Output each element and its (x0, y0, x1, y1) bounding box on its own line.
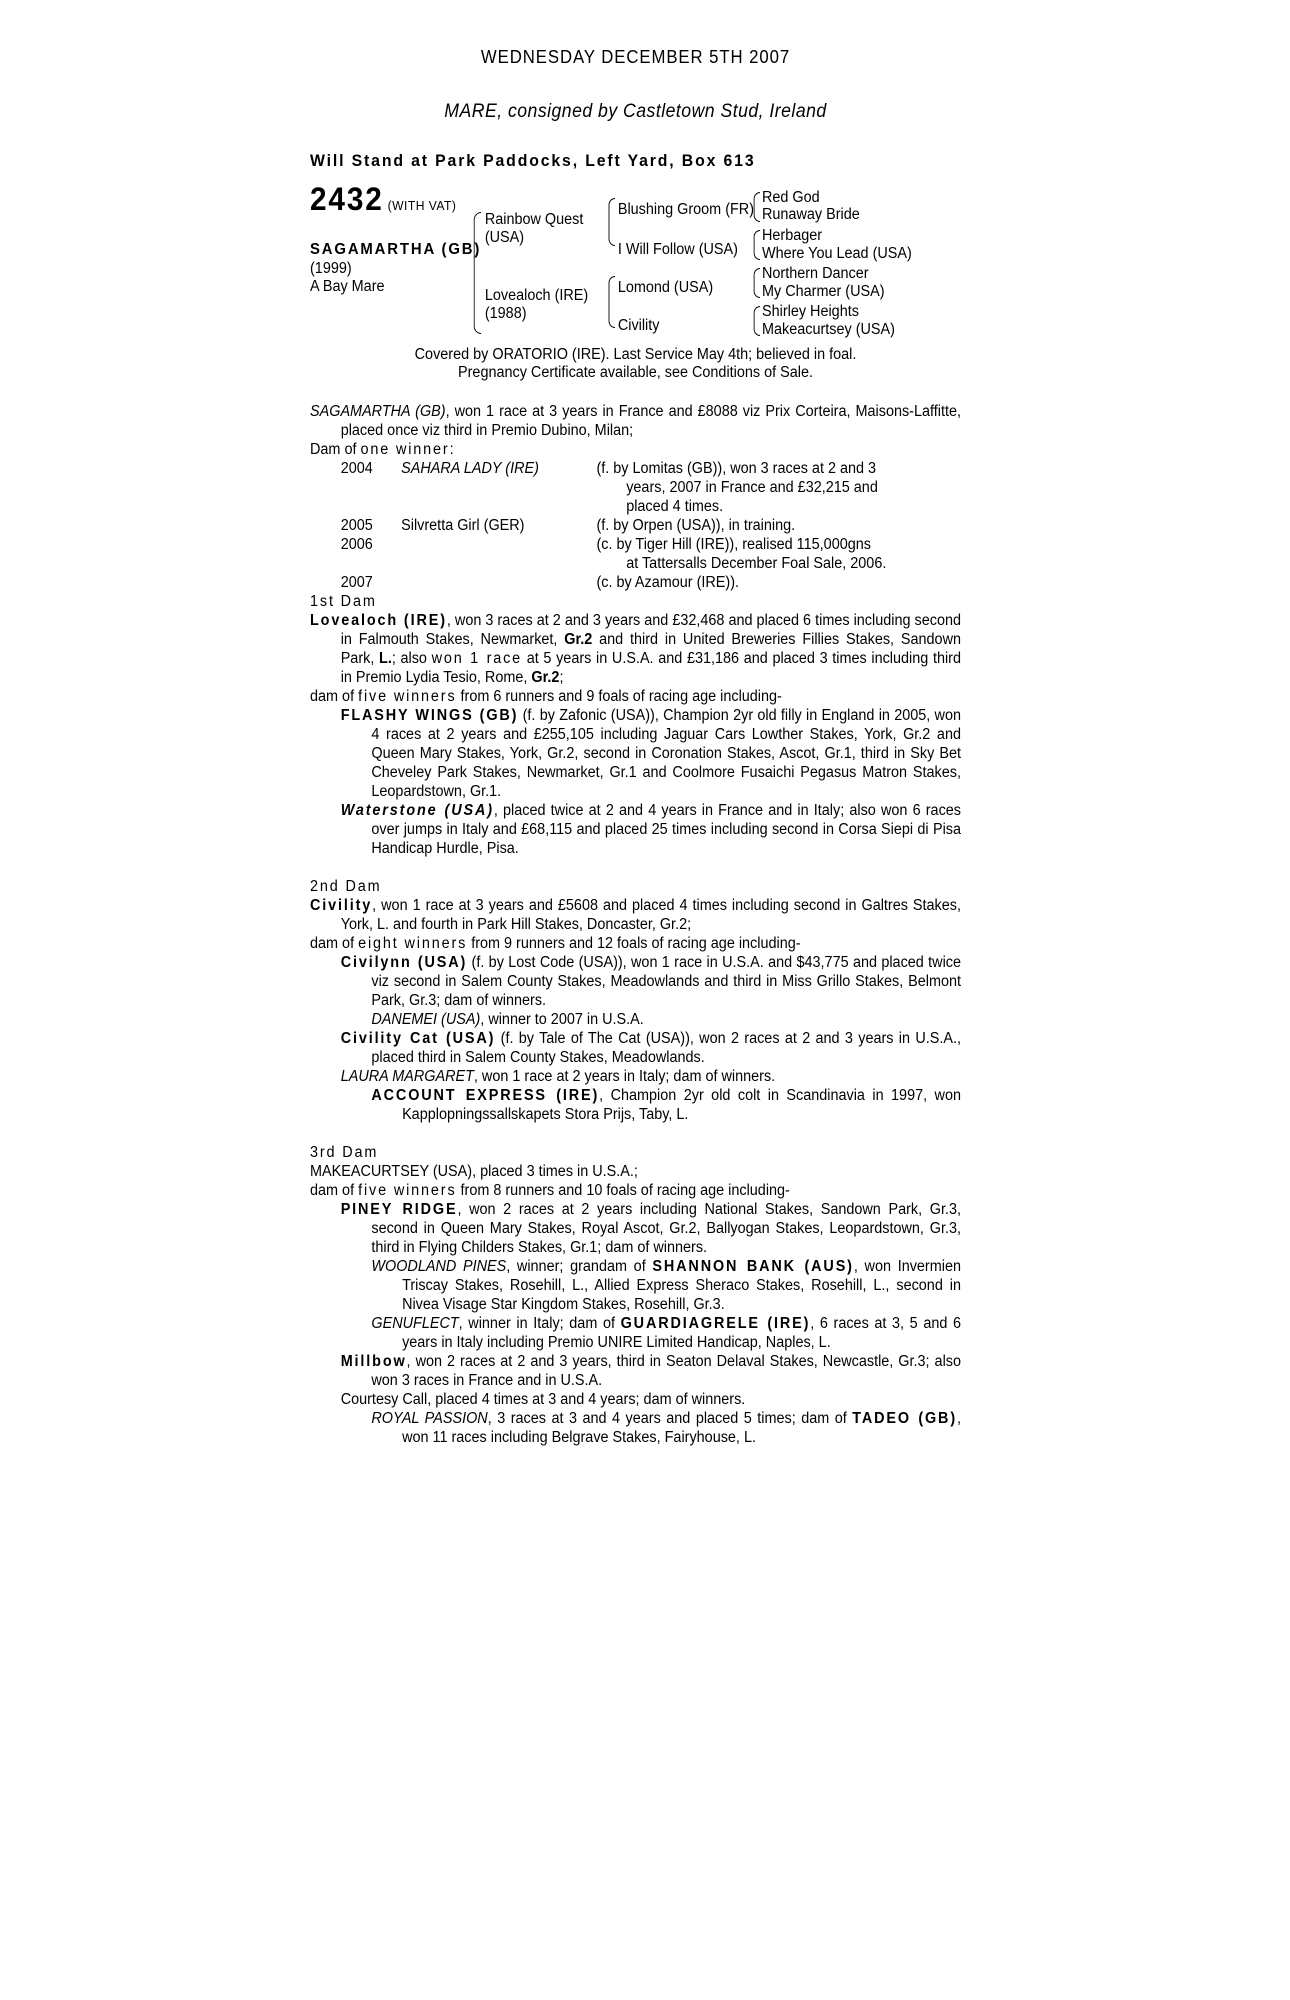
progeny-row (310, 535, 961, 554)
progeny-list (310, 459, 961, 592)
pedigree-table (310, 181, 1017, 340)
second-dam-name: Civility (310, 897, 373, 914)
sire-country: (USA) (484, 229, 525, 246)
first-dam-text: ; (559, 669, 564, 686)
dam-of-count: five winners (358, 688, 457, 705)
dam-of-suffix: : (449, 441, 454, 458)
second-dam-text: , won 1 race at 3 years and £5608 and placed 4 times including second in Galtres Stakes, York, L. and fourth in Park Hill Stakes, Doncaster, Gr.2; (340, 897, 961, 933)
offspring-name: GUARDIAGRELE (IRE) (620, 1315, 811, 1332)
vat-note: (WITH VAT) (387, 198, 457, 213)
sire-sire: Blushing Groom (FR) (617, 201, 755, 218)
offspring-entry (310, 1200, 961, 1257)
first-dam-text: , won 3 races at 2 and 3 years and £32,468 and placed 6 times including second in Falmouth Stakes, Newmarket, (340, 612, 961, 648)
second-dam-record (310, 896, 961, 934)
offspring-text: , won Invermien Triscay Stakes, Rosehill, L., Allied Express Sheraco Stakes, Rosehill, L., second in Nivea Visage Star Kingdom Stakes, Rosehill, Gr.3. (402, 1258, 961, 1313)
sire-dam-sire: Herbager (761, 227, 823, 244)
catalogue-body (310, 402, 961, 1447)
dam-sire-sire: Northern Dancer (761, 265, 869, 282)
offspring-name: TADEO (GB) (852, 1410, 958, 1427)
offspring-text: , won 2 races at 2 years including National Stakes, Sandown Park, Gr.3, second in Queen Mary Stakes, Royal Ascot, Gr.2, Ballyogan Stakes, Leopardstown, Gr.3, third in Flying Childers Stakes, Gr.1; dam of winners. (371, 1201, 961, 1256)
dam-of-suffix: from 9 runners and 12 foals of racing age including- (467, 935, 801, 952)
spacer (310, 858, 961, 877)
progeny-detail-more: at Tattersalls December Foal Sale, 2006. (626, 555, 887, 572)
offspring-entry (310, 1352, 961, 1390)
progeny-year: 2007 (340, 574, 373, 591)
first-dam-dam-of (310, 687, 961, 706)
consignment-line: MARE, consigned by Castletown Stud, Ireland (444, 101, 827, 122)
grade-label: L. (379, 650, 392, 667)
third-dam-dam-of (310, 1181, 961, 1200)
spacer (310, 1124, 961, 1143)
progeny-row (310, 573, 961, 592)
dam-of-prefix: dam of (310, 688, 359, 705)
offspring-entry (310, 1010, 961, 1029)
offspring-name: PINEY RIDGE (340, 1201, 458, 1218)
progeny-detail-more: years, 2007 in France and £32,215 and placed 4 times. (626, 479, 878, 515)
brace-dam (609, 276, 616, 328)
dam-dam-sire: Shirley Heights (761, 303, 859, 320)
offspring-name: Civility Cat (USA) (340, 1030, 496, 1047)
dam-year: (1988) (484, 305, 527, 322)
dam-of-suffix: from 6 runners and 9 foals of racing age including- (456, 688, 782, 705)
dam-of-suffix: from 8 runners and 10 foals of racing age including- (456, 1182, 790, 1199)
offspring-name: LAURA MARGARET (340, 1068, 474, 1085)
dam-sire: Lomond (USA) (617, 279, 714, 296)
sire-name: Rainbow Quest (484, 211, 584, 228)
progeny-year: 2004 (340, 460, 373, 477)
offspring-entry (310, 1257, 961, 1314)
dam-sire-dam: My Charmer (USA) (761, 283, 885, 300)
offspring-text: (f. by Lost Code (USA)), won 1 race in U.S.A. and $43,775 and placed twice viz second in Salem County Stakes, Meadowlands and third in Miss Grillo Stakes, Belmont Park, Gr.3; dam of winners. (371, 954, 961, 1009)
brace-ss (754, 192, 761, 222)
dam-of-prefix: Dam of (310, 441, 361, 458)
first-dam-name: Lovealoch (IRE) (310, 612, 447, 629)
offspring-entry (310, 953, 961, 1010)
offspring-name: Millbow (340, 1353, 407, 1370)
offspring-entry (310, 1067, 961, 1086)
offspring-text: , Champion 2yr old colt in Scandinavia in 1997, won Kapplopningssallskapets Stora Prijs, Taby, L. (402, 1087, 961, 1123)
second-dam-dam-of (310, 934, 961, 953)
dam-of-count: eight winners (358, 935, 468, 952)
progeny-detail: (c. by Azamour (IRE)). (596, 574, 740, 591)
sale-date: WEDNESDAY DECEMBER 5TH 2007 (480, 47, 791, 67)
progeny-name: SAHARA LADY (IRE) (401, 460, 539, 477)
offspring-entry: Courtesy Call, placed 4 times at 3 and 4 years; dam of winners. (340, 1391, 746, 1408)
offspring-text: , 3 races at 3 and 4 years and placed 5 times; dam of (487, 1410, 853, 1427)
offspring-entry (310, 801, 961, 858)
offspring-text: , winner in Italy; dam of (458, 1315, 621, 1332)
dam-of-line (310, 440, 961, 459)
third-dam-name-line: MAKEACURTSEY (USA), placed 3 times in U.S.A.; (310, 1163, 638, 1180)
dam-dam: Civility (617, 317, 660, 334)
horse-name: SAGAMARTHA (GB) (310, 241, 482, 258)
offspring-name: ACCOUNT EXPRESS (IRE) (371, 1087, 600, 1104)
sire-dam: I Will Follow (USA) (617, 241, 738, 258)
offspring-text: (f. by Zafonic (USA)), Champion 2yr old filly in England in 2005, won 4 races at 2 years and £255,105 including Jaguar Cars Lowther Stakes, York, Gr.2 and Queen Mary Stakes, York, Gr.2, second in Coronation Stakes, Ascot, Gr.1, third in Sky Bet Cheveley Park Stakes, Newmarket, Gr.1 and Coolmore Fusaichi Pegasus Matron Stakes, Leopardstown, Gr.1. (371, 707, 961, 800)
offspring-name: Waterstone (USA) (340, 802, 494, 819)
covered-line-2: Pregnancy Certificate available, see Conditions of Sale. (458, 364, 813, 381)
stand-location: Will Stand at Park Paddocks, Left Yard, Box 613 (310, 151, 756, 170)
grade-label: Gr.2 (564, 631, 593, 648)
covered-line-1: Covered by ORATORIO (IRE). Last Service May 4th; believed in foal. (414, 346, 857, 363)
offspring-name: FLASHY WINGS (GB) (340, 707, 519, 724)
offspring-entry (310, 1029, 961, 1067)
offspring-name: Civilynn (USA) (340, 954, 468, 971)
offspring-name: WOODLAND PINES (371, 1258, 507, 1275)
dam-of-prefix: dam of (310, 935, 359, 952)
first-dam-text: ; also (391, 650, 432, 667)
dam-dam-dam: Makeacurtsey (USA) (761, 321, 895, 338)
dam-record-text: , won 1 race at 3 years in France and £8088 viz Prix Corteira, Maisons-Laffitte, placed once viz third in Premio Dubino, Milan; (340, 403, 962, 439)
dam-name: Lovealoch (IRE) (484, 287, 589, 304)
offspring-name: GENUFLECT (371, 1315, 459, 1332)
offspring-name: ROYAL PASSION (371, 1410, 488, 1427)
brace-main (474, 212, 481, 334)
dam-of-count: five winners (358, 1182, 457, 1199)
grade-label: Gr.2 (531, 669, 560, 686)
offspring-text: , won 1 race at 2 years in Italy; dam of winners. (473, 1068, 776, 1085)
offspring-text: (f. by Tale of The Cat (USA)), won 2 races at 2 and 3 years in U.S.A., placed third in Salem County Stakes, Meadowlands. (371, 1030, 961, 1066)
offspring-entry (310, 1086, 961, 1124)
brace-sd (754, 230, 761, 260)
offspring-entry (310, 1314, 961, 1352)
offspring-text: , won 11 races including Belgrave Stakes, Fairyhouse, L. (402, 1410, 962, 1446)
progeny-detail: (f. by Lomitas (GB)), won 3 races at 2 and 3 (596, 460, 877, 477)
first-dam-text: won 1 race (431, 650, 523, 667)
progeny-year: 2005 (340, 517, 373, 534)
progeny-year: 2006 (340, 536, 373, 553)
brace-ds (754, 268, 761, 298)
second-dam-heading: 2nd Dam (310, 878, 382, 895)
dam-of-count: one winner (360, 441, 450, 458)
third-dam-heading: 3rd Dam (310, 1144, 379, 1161)
first-dam-heading: 1st Dam (310, 593, 377, 610)
offspring-text: , won 2 races at 2 and 3 years, third in Seaton Delaval Stakes, Newcastle, Gr.3; also won 3 races in France and in U.S.A. (371, 1353, 961, 1389)
dam-of-prefix: dam of (310, 1182, 359, 1199)
covered-note (310, 346, 961, 382)
first-dam-text: at 5 years in U.S.A. and £31,186 and placed 3 times including third in Premio Lydia Tesio, Rome, (340, 650, 961, 686)
progeny-detail: (c. by Tiger Hill (IRE)), realised 115,000gns (596, 536, 871, 553)
progeny-detail: (f. by Orpen (USA)), in training. (596, 517, 796, 534)
dam-record (310, 402, 961, 440)
dam-record-name: SAGAMARTHA (GB) (310, 403, 446, 420)
horse-description: A Bay Mare (310, 278, 385, 295)
offspring-entry (310, 1409, 961, 1447)
first-dam-record (310, 611, 961, 687)
sire-sire-dam: Runaway Bride (761, 206, 860, 223)
first-dam-text: and third in United Breweries Fillies Stakes, Sandown Park, (340, 631, 961, 667)
progeny-row (310, 459, 961, 478)
offspring-text: , 6 races at 3, 5 and 6 years in Italy including Premio UNIRE Limited Handicap, Naples, L. (402, 1315, 961, 1351)
progeny-name: Silvretta Girl (GER) (401, 517, 525, 534)
horse-year: (1999) (310, 260, 352, 277)
sire-dam-dam: Where You Lead (USA) (761, 245, 912, 262)
progeny-row (310, 516, 961, 535)
offspring-name: SHANNON BANK (AUS) (652, 1258, 854, 1275)
offspring-text: , winner to 2007 in U.S.A. (480, 1011, 644, 1028)
offspring-name: DANEMEI (USA) (371, 1011, 481, 1028)
offspring-entry (310, 706, 961, 801)
brace-sire (609, 198, 616, 246)
lot-number: 2432 (310, 181, 384, 217)
offspring-text: , placed twice at 2 and 4 years in France and in Italy; also won 6 races over jumps in Italy and £68,115 and placed 25 times including second in Corsa Siepi di Pisa Handicap Hurdle, Pisa. (371, 802, 961, 857)
offspring-text: , winner; grandam of (506, 1258, 653, 1275)
brace-dd (754, 306, 761, 336)
sire-sire-sire: Red God (761, 189, 820, 206)
